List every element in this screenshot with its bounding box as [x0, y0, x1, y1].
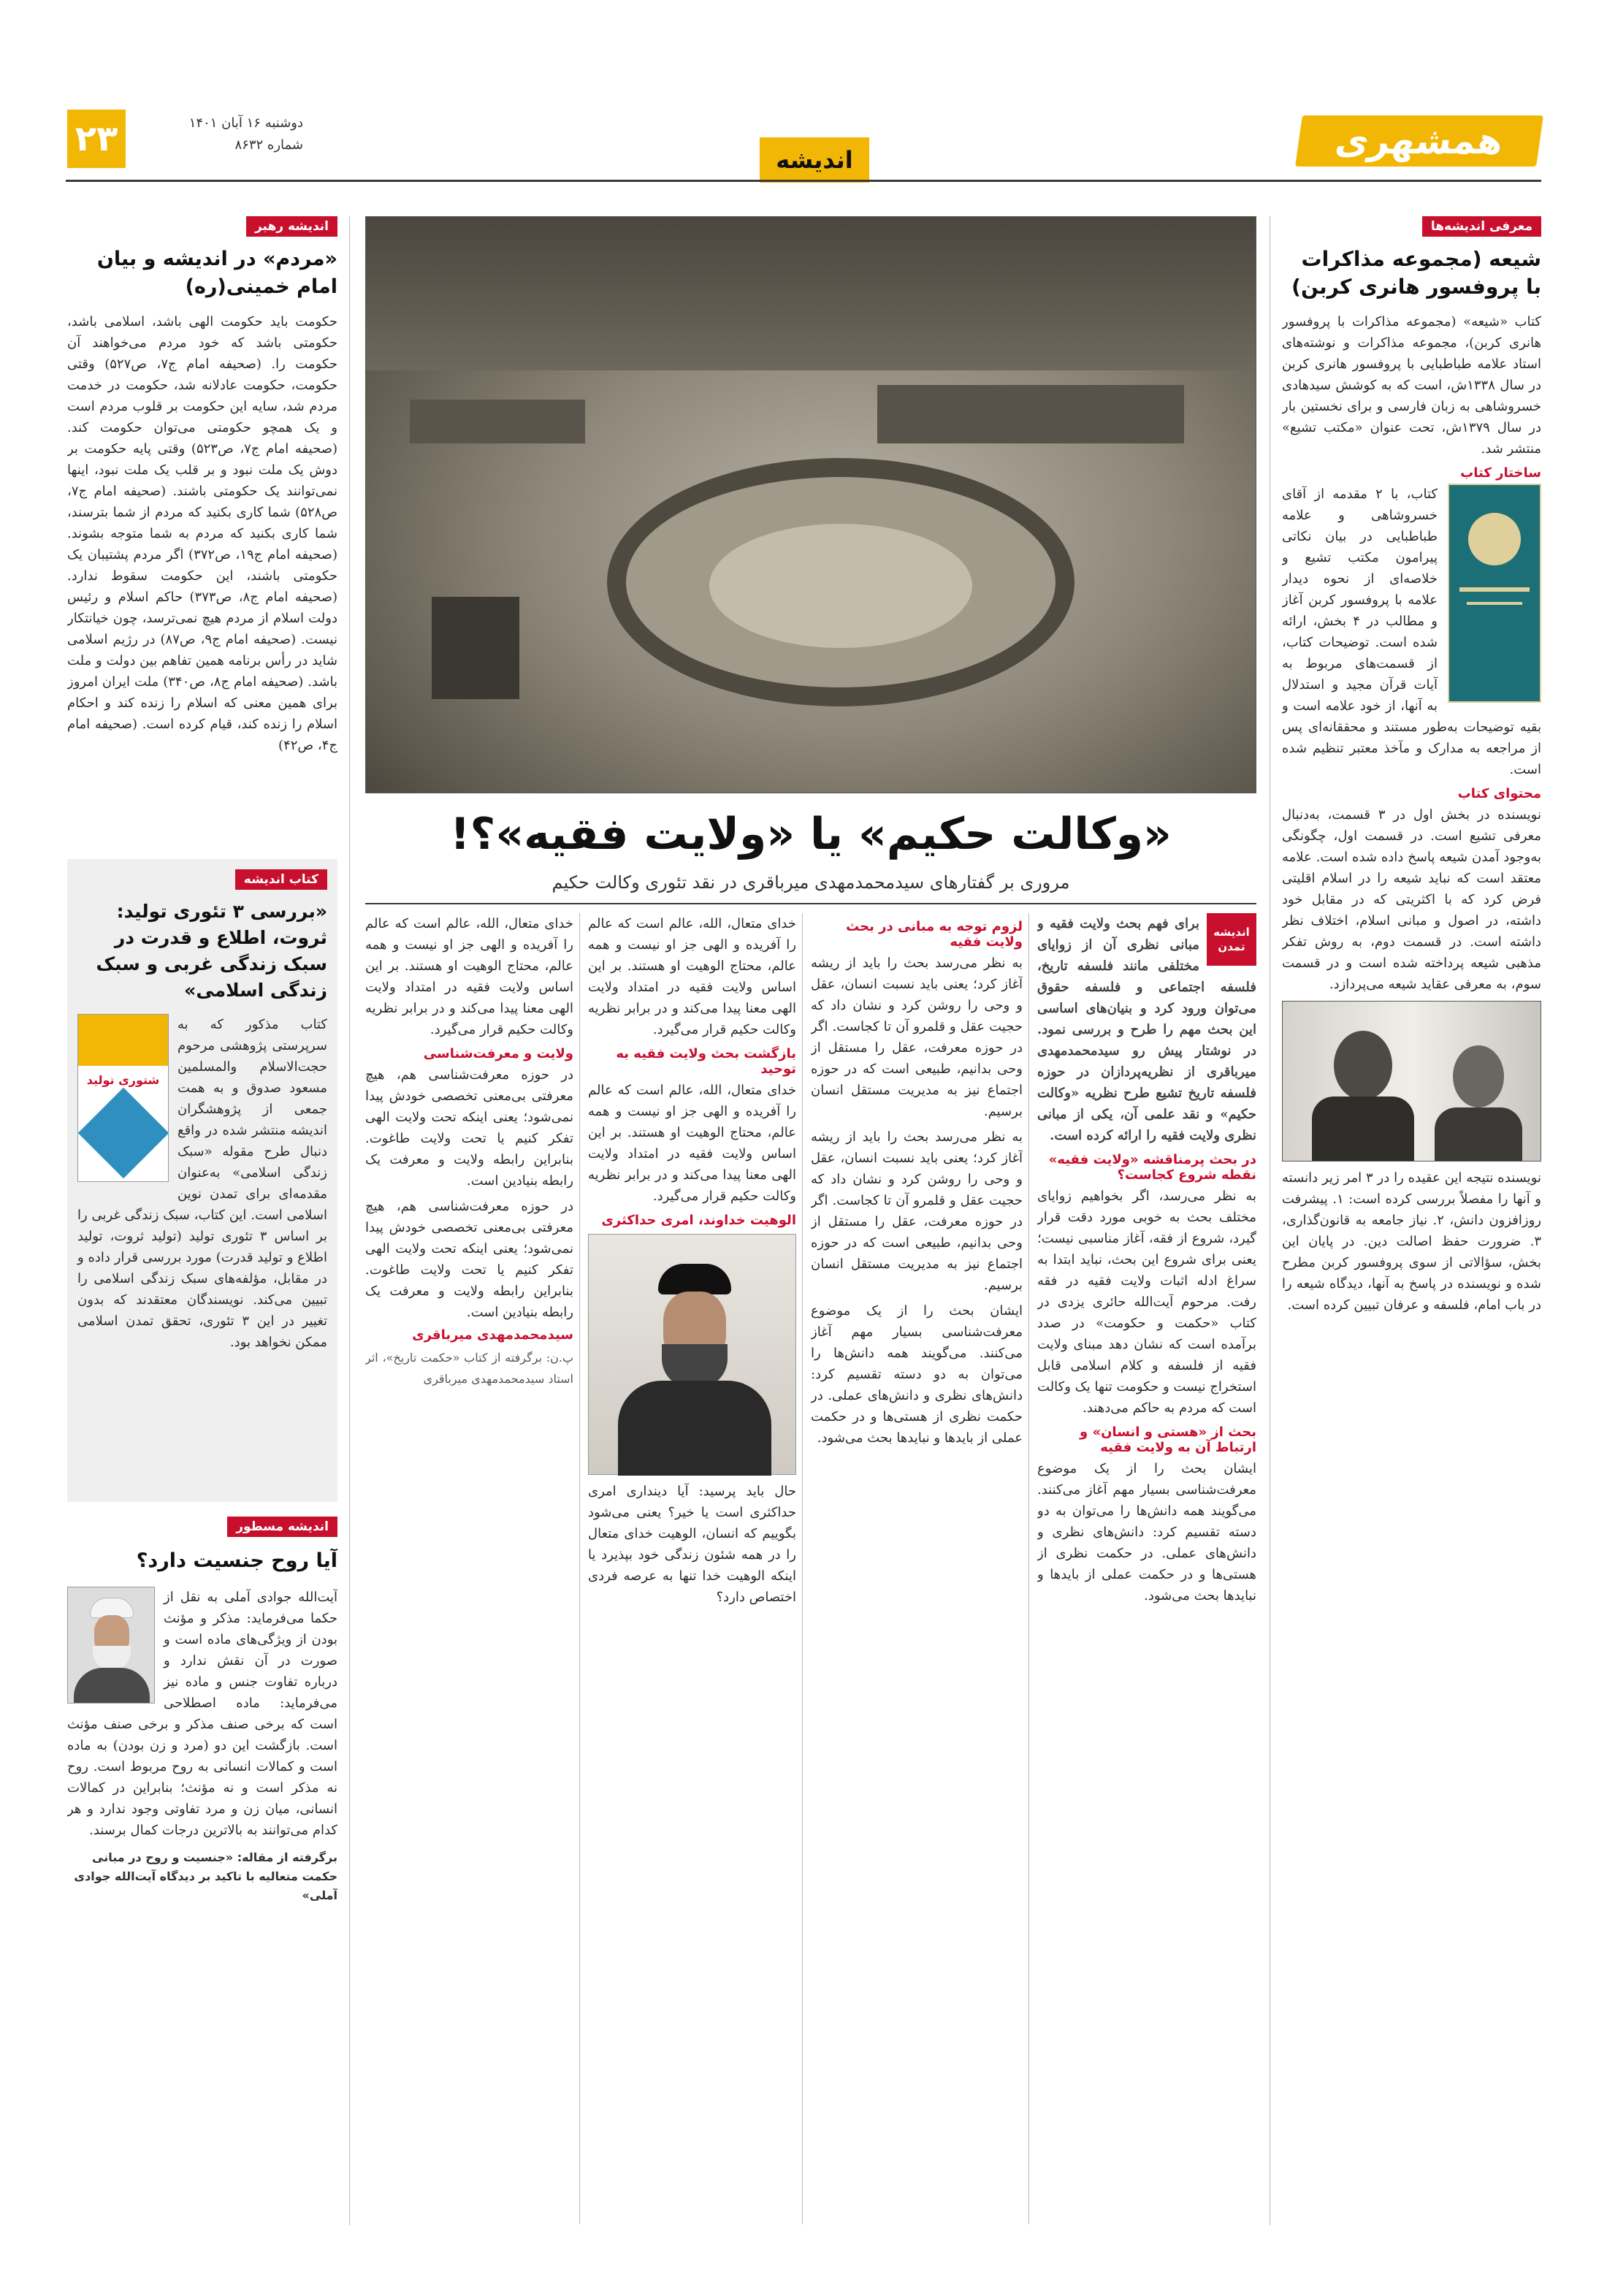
article-col-3 — [588, 913, 796, 2228]
box2-cover — [77, 1014, 169, 1182]
issue-number: شماره ۸۶۳۲ — [234, 137, 303, 153]
masthead — [0, 0, 1607, 183]
right-content: نویسنده در بخش اول در ۳ قسمت، به‌دنبال معرفی تشیع است. در قسمت اول، چگونگی به‌وجود آمدن شیعه پاسخ داده شده است. علامه معتقد است که نباید شیعه را در اسلام اقلیتی فرض کرد که با اکثریتی که در مقابل خود داشته، در اصول و مبانی اسلام، اختلاف نظر داشته است. در قسمت دوم، به روش تفکر مذهبی شیعه پرداخته شده است و در قسمت سوم، به معرفی عقاید شیعه می‌پردازد. — [1282, 807, 1541, 992]
col4-text: خدای متعال، الله، عالم است که عالم را آفریده و الهی جز او نیست و همه عالم، محتاج الوهیت او هستند. بر این اساس ولایت فقیه در امتداد ولایت الهی معنا پیدا می‌کند و در برابر نظریه وکالت حکیم قرار می‌گیرد. — [365, 916, 573, 1037]
box3-tag: اندیشه مسطور — [227, 1517, 337, 1537]
box2-tag: کتاب اندیشه — [235, 869, 327, 890]
box3-source: برگرفته از مقاله: «جنسیت و روح در مبانی حکمت متعالیه با تاکید بر دیدگاه آیت‌الله جوادی آملی» — [74, 1850, 337, 1902]
column-rule-left — [349, 216, 350, 2225]
section-title: اندیشه — [776, 146, 853, 174]
section-4-heading: بازگشت بحث ولایت فقیه به توحید — [616, 1046, 796, 1077]
article-intro: برای فهم بحث ولایت فقیه و مبانی نظری آن از زوایای مختلفی مانند فلسفه تاریخ، فلسفه اجتماعی و فلسفه حقوق می‌توان ورود کرد و بنیان‌های اساسی این بحث مهم را طرح و بررسی نمود. در نوشتار پیش رو سیدمحمدمهدی میرباقری از نظریه‌پردازان در حوزه فلسفه تاریخ تشیع طرح نظریه «وکالت حکیم» و نقد علمی آن، یکی از مبانی نظری ولایت فقیه را ارائه کرده است. — [1037, 916, 1256, 1143]
box1-title: «مردم» در اندیشه و بیان امام خمینی(ره) — [96, 248, 337, 298]
logo-text: همشهری — [1332, 120, 1506, 162]
right-tag: معرفی اندیشه‌ها — [1422, 216, 1541, 237]
right-structure: کتاب، با ۲ مقدمه از آقای خسروشاهی و علامه طباطبایی در بیان نکاتی پیرامون مکتب تشیع و خلاصه‌ای از نحوه دیدار علامه با پروفسور کربن آغاز و مطالب در ۴ بخش، ارائه شده است. توضیحات کتاب، از قسمت‌های مربوط به آیات قرآن مجید و استدلال به آنها، از خود علامه است و بقیه توضیحات به‌طور مستند و محققانه‌ای پس از مراجعه به مدارک و مآخذ معتبر تنظیم شده است. — [1282, 487, 1541, 777]
article-tag: اندیشه تمدن — [1213, 926, 1250, 953]
box3-title: آیا روح جنسیت دارد؟ — [136, 1549, 337, 1572]
section-4-body: خدای متعال، الله، عالم است که عالم را آفریده و الهی جز او نیست و همه عالم، محتاج الوهیت او هستند. بر این اساس ولایت فقیه در امتداد ولایت الهی معنا پیدا می‌کند و در برابر نظریه وکالت حکیم قرار می‌گیرد. — [588, 1083, 796, 1204]
headline-rule — [365, 903, 1256, 904]
section-2-body-cont: به نظر می‌رسد بحث را باید از ریشه آغاز کرد؛ یعنی باید نسبت انسان، عقل و وحی را روشن کرد و نشان داد که حجیت عقل و قلمرو آن تا کجاست. اگر در حوزه معرفت، عقل را مستقل از وحی بدانیم، طبیعی است که در حوزه اجتماع نیز به مدیریت مستقل انسان برسیم. — [811, 1129, 1023, 1293]
column-rule-c — [579, 913, 580, 2224]
section-3-body: ایشان بحث را از یک موضوع معرفت‌شناسی بسیار مهم آغاز می‌کنند. می‌گویند همه دانش‌ها را می‌توان به دو دسته تقسیم کرد: دانش‌های نظری و دانش‌های عملی. در حکمت نظری از هستی‌ها و در حکمت عملی از بایدها و نبایدها بحث می‌شود. — [1037, 1461, 1256, 1603]
right-title: شیعه (مجموعه مذاکرات با پروفسور هانری کربن) — [1291, 247, 1541, 299]
section-3-heading: بحث از «هستی و انسان» و ارتباط آن به ولایت فقیه — [1079, 1424, 1256, 1455]
author-caption: سیدمحمدمهدی میرباقری — [412, 1327, 573, 1343]
article-col-4 — [365, 913, 573, 2228]
section-2-body: به نظر می‌رسد بحث را باید از ریشه آغاز کرد؛ یعنی باید نسبت انسان، عقل و وحی را روشن کرد و نشان داد که حجیت عقل و قلمرو آن تا کجاست. اگر در حوزه معرفت، عقل را مستقل از وحی بدانیم، طبیعی است که در حوزه اجتماع نیز به مدیریت مستقل انسان برسیم. — [811, 956, 1023, 1119]
right-content-heading: محتوای کتاب — [1457, 786, 1541, 801]
right-column — [1282, 216, 1541, 2229]
box2-body: کتاب مذکور که به سرپرستی پژوهشی مرحوم حجت‌الاسلام والمسلمین مسعود صدوق و به همت جمعی از پژوهشگران اندیشه منتشر شده در واقع دنبال طرح مقوله «سبک زندگی اسلامی» به‌عنوان مقدمه‌ای برای تمدن نوین اسلامی است. این کتاب، سبک زندگی غربی را بر اساس ۳ تئوری تولید (تولید ثروت، تولید اطلاع و تولید قدرت) مورد بررسی قرار داده و در مقابل، مؤلفه‌های سبک زندگی اسلامی را تبیین می‌کند. نویسندگان معتقدند که بدون تغییر در این ۳ تئوری، تحقق تمدن اسلامی ممکن نخواهد بود. — [77, 1017, 328, 1350]
section-5-body: در حوزه معرفت‌شناسی هم، هیچ معرفتی بی‌معنی تخصصی خودش پیدا نمی‌شود؛ یعنی اینکه تحت ولایت الهی تفکر کنیم یا تحت ولایت طاغوت. بنابراین رابطه ولایت و معرفت یک رابطه بنیادین است. — [365, 1067, 573, 1189]
issue-date: دوشنبه ۱۶ آبان ۱۴۰۱ — [188, 115, 303, 131]
section-6-heading: الوهیت خداوند، امری حداکثری — [601, 1213, 796, 1228]
right-more: نویسنده نتیجه این عقیده را در ۳ امر زیر دانسته و آنها را مفصلاً بررسی کرده است: ۱. پیشرفت روزافزون دانش، ۲. نیاز جامعه به قانون‌گذاری، ۳. ضرورت حفظ اصالت دین. در پایان این بخش، سؤالاتی از سوی پروفسور کربن مطرح شده و نویسنده در پاسخ به آنها، دیدگاه شیعه را در باب امام، فلسفه و عرفان تبیین کرده است. — [1282, 1170, 1541, 1313]
left-column — [67, 216, 337, 2232]
portrait-photo — [1282, 1001, 1541, 1162]
box3-body: آیت‌الله جوادی آملی به نقل از حکما می‌فرماید: مذکر و مؤنث بودن از ویژگی‌های ماده است و صورت در آن نقش ندارد و درباره تفاوت جنس و ماده نیز می‌فرماید: ماده اصطلاحی است که برخی صنف مذکر و برخی صنف مؤنث است. بازگشت این دو (مرد و زن بودن) به ماده است و کمالات انسانی به روح مربوط است. روح نه مذکر است و نه مؤنث؛ بنابراین در کمالات انسانی، میان زن و مرد تفاوتی وجود ندارد و هر کدام می‌توانند به بالاترین درجات کمال برسند. — [67, 1590, 337, 1838]
box2-title: «بررسی ۳ تئوری تولید: ثروت، اطلاع و قدرت در سبک زندگی غربی و سبک زندگی اسلامی» — [96, 901, 327, 1001]
section-6-body: حال باید پرسید: آیا دینداری امری حداکثری است یا خیر؟ یعنی می‌شود بگوییم که انسان، الوهیت خدای متعال را در همه شئون زندگی خود بپذیرد یا اینکه الوهیت خدا تنها به عرصه فردی اختصاص دارد؟ — [588, 1484, 796, 1605]
right-structure-heading: ساختار کتاب — [1460, 465, 1541, 481]
box1-body: حکومت باید حکومت الهی باشد، اسلامی باشد، حکومتی باشد که خود مردم می‌خواهند آن حکومت را. (صحیفه امام ج۷، ص۵۲۷) وقتی حکومت، حکومت عادلانه شد، حکومت در خدمت مردم شد، سایه این حکومت بر قلوب مردم است و یک همچو حکومتی می‌توان حکومت کند. (صحیفه امام ج۷، ص۵۲۳) وقتی پایه حکومت بر دوش یک ملت نبود و بر قلب یک ملت نبود، اینها نمی‌توانند یک حکومتی باشند. (صحیفه امام ج۷، ص۵۲۸) شما کاری بکنید که مردم از شما بترسند، شما کاری بکنید که مردم به شما متوجه بشوند. (صحیفه امام ج۱۹، ص۳۷۲) اگر مردم پشتیبان یک حکومتی باشند، این حکومت سقوط ندارد. (صحیفه امام ج۸، ص۳۷۳) حاکم اسلام و رئیس دولت اسلام از مردم هیچ نمی‌ترسد، چون خیانتکار نیست. (صحیفه امام ج۹، ص۸۷) در رژیم اسلامی شاید در رأس برنامه همین تفاهم بین دولت و ملت باشد. (صحیفه امام ج۸، ص۳۴۰) ملت ایران امروز برای همین معنی که اسلام را زنده کند و احکام اسلام را زنده کند، قیام کرده است. (صحیفه امام ج۴، ص۴۲) — [67, 314, 337, 753]
column-rule-b — [802, 913, 803, 2224]
headline: «وکالت حکیم» یا «ولایت فقیه»؟! — [450, 809, 1172, 860]
box3-photo — [67, 1587, 155, 1704]
book-cover — [1448, 484, 1541, 703]
logo — [1295, 115, 1543, 167]
hero-photo — [365, 216, 1256, 793]
box-soul — [67, 1517, 337, 2218]
article-footnote: پ.ن: برگرفته از کتاب «حکمت تاریخ»، اثر استاد سیدمحمدمهدی میرباقری — [365, 1351, 573, 1386]
page-number-box — [67, 110, 126, 168]
right-intro: کتاب «شیعه» (مجموعه مذاکرات با پروفسور هانری کربن)، مجموعه مذاکرات و نوشته‌های استاد علامه طباطبایی با پروفسور هانری کربن در سال ۱۳۳۸ش، است که به کوشش سیدهادی خسروشاهی به زبان فارسی و برای نخستین بار در سال ۱۳۷۹ش، تحت عنوان «مکتب تشیع» منتشر شد. — [1282, 314, 1541, 457]
box2-cover-title: شتوری تولید — [86, 1073, 160, 1087]
header-rule — [66, 180, 1541, 182]
section-2-heading: لزوم توجه به مبانی در بحث ولایت فقیه — [846, 919, 1023, 950]
issue-info — [135, 112, 303, 156]
box1-tag: اندیشه رهبر — [246, 216, 337, 237]
article-col-2 — [811, 913, 1023, 2228]
subheadline: مروری بر گفتارهای سیدمحمدمهدی میرباقری در نقد تئوری وکالت حکیم — [551, 872, 1070, 893]
box-imam — [67, 216, 337, 844]
column-rule-a — [1028, 913, 1029, 2224]
section-5-heading: ولایت و معرفت‌شناسی — [423, 1046, 573, 1061]
author-photo — [588, 1234, 796, 1475]
box-book — [67, 859, 337, 1502]
article-tag-box — [1207, 913, 1256, 966]
article-col-1 — [1037, 913, 1256, 2228]
page-number: ۲۳ — [75, 118, 118, 159]
section-2-body-more: ایشان بحث را از یک موضوع معرفت‌شناسی بسیار مهم آغاز می‌کنند. می‌گویند همه دانش‌ها را می‌توان به دو دسته تقسیم کرد: دانش‌های نظری و دانش‌های عملی. در حکمت نظری از هستی‌ها و در حکمت عملی از بایدها و نبایدها بحث می‌شود. — [811, 1303, 1023, 1446]
col3-text: خدای متعال، الله، عالم است که عالم را آفریده و الهی جز او نیست و همه عالم، محتاج الوهیت او هستند. بر این اساس ولایت فقیه در امتداد ولایت الهی معنا پیدا می‌کند و در برابر نظریه وکالت حکیم قرار می‌گیرد. — [588, 916, 796, 1037]
section-title-wrap — [760, 137, 869, 183]
section-1-body: به نظر می‌رسد، اگر بخواهیم زوایای مختلف بحث به خوبی مورد دقت قرار گیرد، شروع از فقه، آغاز مناسبی نیست؛ یعنی برای شروع این بحث، نباید ابتدا به سراغ ادله اثبات ولایت فقیه در فقه رفت. مرحوم آیت‌الله حائری یزدی در کتاب «حکمت و حکومت» در صدد برآمده است که نشان دهد مبنای ولایت فقیه از فلسفه و کلام اسلامی قابل استخراج نیست و حکومت تنها یک وکالت است که مردم به حاکم می‌دهند. — [1037, 1189, 1256, 1416]
section-1-heading: در بحث پرمناقشه «ولایت فقیه» نقطه شروع کجاست؟ — [1048, 1152, 1256, 1183]
section-5-body-cont: در حوزه معرفت‌شناسی هم، هیچ معرفتی بی‌معنی تخصصی خودش پیدا نمی‌شود؛ یعنی اینکه تحت ولایت الهی تفکر کنیم یا تحت ولایت طاغوت. بنابراین رابطه ولایت و معرفت یک رابطه بنیادین است. — [365, 1199, 573, 1320]
